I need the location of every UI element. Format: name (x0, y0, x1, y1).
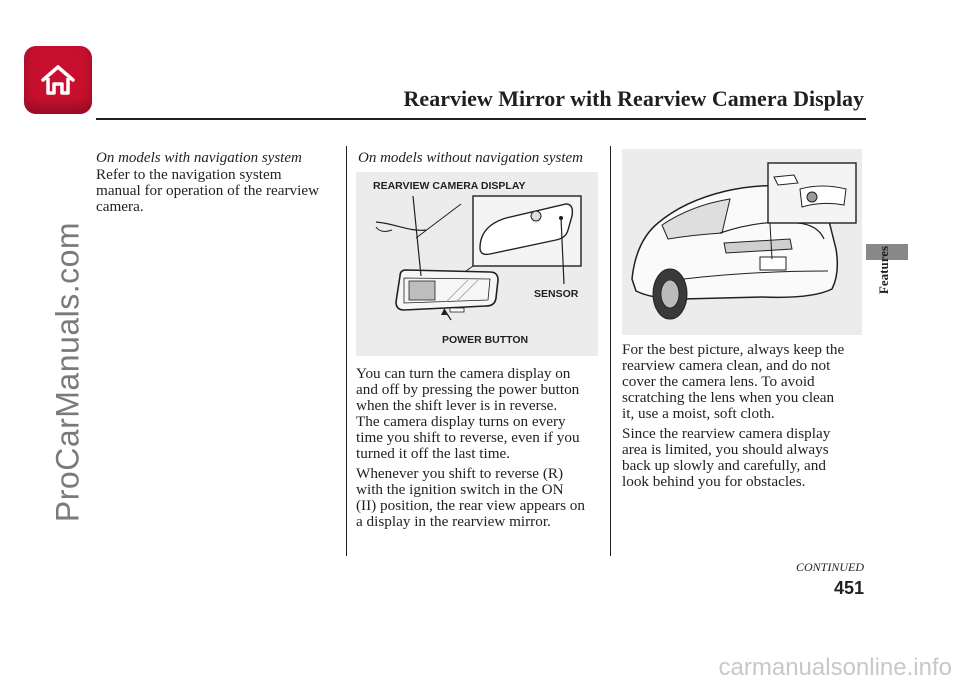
home-icon (40, 63, 76, 97)
col3-para1: For the best picture, always keep the rearview camera clean, and do not cover the camera lens. To avoid scratching the lens when you clean it, use a moist, soft cloth. (622, 341, 845, 422)
car-figure (622, 149, 862, 335)
home-button[interactable] (24, 46, 92, 114)
col2-para1: You can turn the camera display on and off by pressing the power button when the shift lever is in reverse. The camera display turns on every time you shift to reverse, even if you turned it off the last time. (356, 365, 580, 462)
mirror-figure (356, 172, 598, 356)
label-power-button: POWER BUTTON (442, 334, 529, 346)
col1-note: On models with navigation system (96, 150, 302, 166)
page-number: 451 (833, 578, 864, 598)
col3-para2: Since the rearview camera display area is limited, you should always back up slowly and carefully, and look behind you for obstacles. (622, 425, 831, 490)
label-sensor: SENSOR (534, 288, 579, 300)
title-divider (96, 118, 866, 120)
footer-watermark: carmanualsonline.info (718, 654, 952, 681)
continued-label: CONTINUED (795, 560, 864, 574)
side-section-text: Features (876, 245, 891, 295)
col2-note: On models without navigation system (358, 150, 583, 166)
side-watermark-text: ProCarManuals.com (49, 221, 86, 523)
mirror-illustration (356, 172, 598, 356)
page-title: Rearview Mirror with Rearview Camera Display (403, 86, 864, 111)
car-illustration (622, 149, 862, 335)
column-divider-1 (346, 146, 347, 556)
col1-text: Refer to the navigation system manual for operation of the rearview camera. (96, 166, 320, 215)
col2-para2: Whenever you shift to reverse (R) with the ignition switch in the ON (II) position, the rear view appears on a display in the rearview mirror. (356, 465, 585, 530)
label-camera-display: REARVIEW CAMERA DISPLAY (373, 180, 526, 192)
column-divider-2 (610, 146, 611, 556)
